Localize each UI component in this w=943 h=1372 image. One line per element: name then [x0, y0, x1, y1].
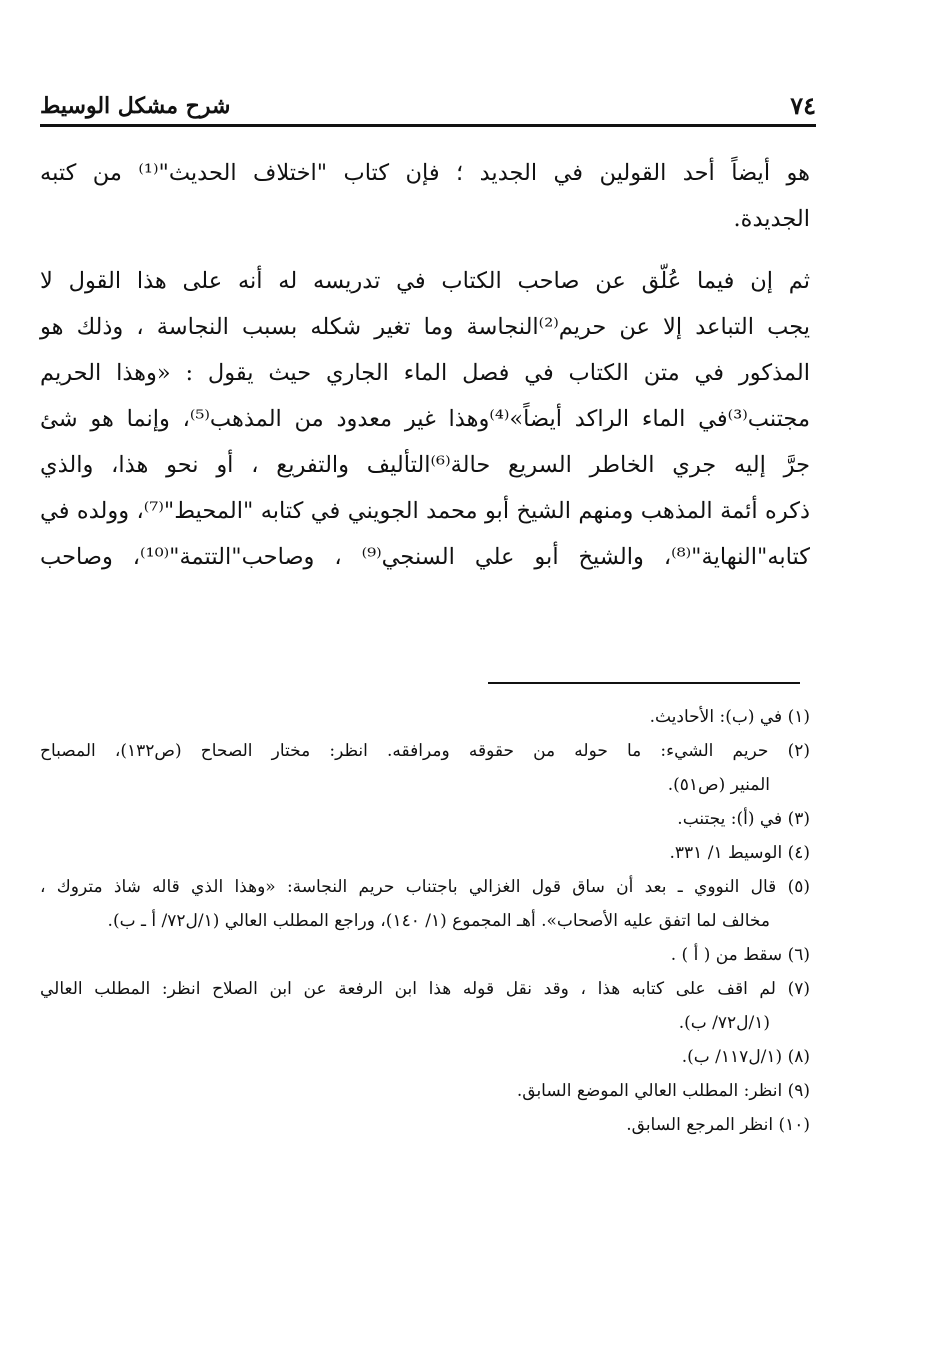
footnote: (٦) سقط من ( أ ) .: [670, 945, 810, 965]
paragraph-gap: [40, 242, 810, 258]
footnote: (٨) (١/ل١١٧/ ب).: [681, 1047, 810, 1067]
footnote: (٣) في (أ): يجتنب.: [677, 809, 810, 829]
footnote: (٩) انظر: المطلب العالي الموضع السابق.: [516, 1081, 810, 1101]
footnote: (٥) قال النووي ـ بعد أن ساق قول الغزالي باجتناب حريم النجاسة: «وهذا الذي قاله شاذ متروك ،: [40, 877, 810, 897]
text-line: هو أيضاً أحد القولين في الجديد ؛ فإن كتاب "اختلاف الحديث"⁽¹⁾ من كتبه: [40, 160, 810, 186]
header-rule: [40, 124, 816, 127]
text-line: ذكره أئمة المذهب ومنهم الشيخ أبو محمد الجويني في كتابه "المحيط"⁽⁷⁾، وولده في: [40, 498, 810, 524]
footnote: (١٠) انظر المرجع السابق.: [626, 1115, 810, 1135]
running-title: شرح مشكل الوسيط: [40, 93, 231, 119]
text-line: يجب التباعد إلا عن حريم⁽²⁾النجاسة وما تغير شكله بسبب النجاسة ، وذلك هو: [40, 314, 810, 340]
footnote-continuation: (١/ل٧٢/ ب).: [678, 1013, 770, 1033]
footnote-separator: [488, 682, 800, 684]
text-line: جرَّ إليه جري الخاطر السريع حالة⁽⁶⁾التأليف والتفريع ، أو نحو هذا، والذي: [40, 452, 810, 478]
text-line: ثم إن فيما عُلّق عن صاحب الكتاب في تدريسه له أنه على هذا القول لا: [40, 268, 810, 294]
footnote: (١) في (ب): الأحاديث.: [649, 707, 810, 727]
text-line: الجديدة.: [733, 206, 810, 232]
text-line: مجتنب⁽³⁾في الماء الراكد أيضاً»⁽⁴⁾وهذا غير معدود من المذهب⁽⁵⁾، وإنما هو شئ: [40, 406, 810, 432]
footnote: (٢) حريم الشيء: ما حوله من حقوقه ومرافقه. انظر: مختار الصحاح (ص١٣٢)، المصباح: [40, 741, 810, 761]
main-text: [40, 150, 810, 580]
footnote: (٧) لم اقف على كتابه هذا ، وقد نقل قوله هذا ابن الرفعة عن ابن الصلاح انظر: المطلب العالي: [40, 979, 810, 999]
page-header: [40, 92, 816, 120]
page-number: ٧٤: [790, 91, 816, 120]
footnote: (٤) الوسيط ١/ ٣٣١.: [669, 843, 810, 863]
footnotes: [40, 700, 810, 1142]
text-line: كتابه"النهاية"⁽⁸⁾، والشيخ أبو علي السنجي⁽⁹⁾ ، وصاحب"التتمة"⁽¹⁰⁾، وصاحب: [40, 544, 810, 570]
footnote-continuation: المنير (ص٥١).: [667, 775, 770, 795]
footnote-continuation: مخالف لما اتفق عليه الأصحاب». أهـ المجموع (١/ ١٤٠)، وراجع المطلب العالي (١/ل٧٢/ أ ـ ب).: [107, 911, 770, 931]
text-line: المذكور في متن الكتاب في فصل الماء الجاري حيث يقول : «وهذا الحريم: [40, 360, 810, 386]
